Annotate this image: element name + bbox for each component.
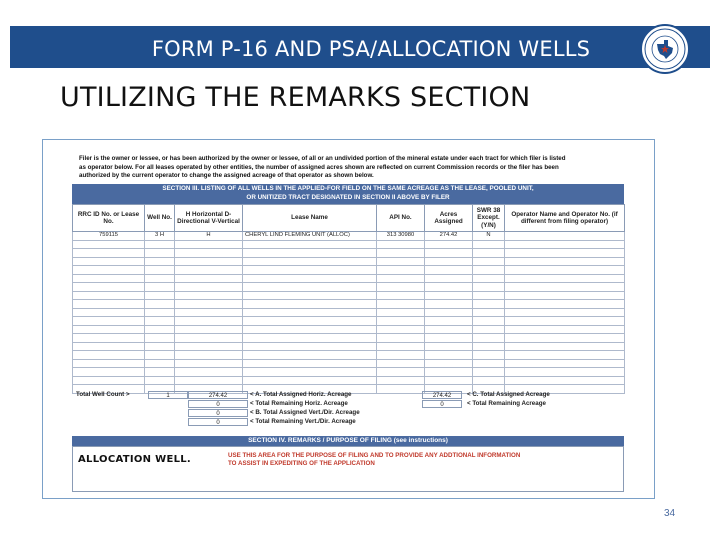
cell-swr38[interactable]: N [473, 232, 505, 241]
column-header-lease-name: Lease Name [243, 205, 377, 232]
cell-rrc-id[interactable] [73, 342, 145, 351]
cell-lease-name[interactable] [243, 257, 377, 266]
vd-assigned-field[interactable]: 0 [188, 409, 248, 417]
cell-swr38[interactable] [473, 240, 505, 249]
slide-subtitle: UTILIZING THE REMARKS SECTION [60, 82, 531, 113]
table-row [73, 257, 625, 266]
cell-swr38[interactable] [473, 359, 505, 368]
column-header-acres: Acres Assigned [425, 205, 473, 232]
cell-lease-name[interactable] [243, 351, 377, 360]
cell-acres[interactable] [425, 257, 473, 266]
cell-lease-name[interactable] [243, 325, 377, 334]
cell-api-no[interactable] [377, 300, 425, 309]
table-row [73, 351, 625, 360]
cell-type[interactable] [175, 308, 243, 317]
total-well-count-label: Total Well Count > [76, 391, 130, 398]
cell-lease-name[interactable] [243, 368, 377, 377]
cell-well-no[interactable] [145, 300, 175, 309]
totals-block [72, 391, 624, 433]
cell-operator[interactable] [505, 240, 625, 249]
cell-operator[interactable] [505, 325, 625, 334]
c-total-assigned-label: < C. Total Assigned Acreage [467, 391, 550, 398]
cell-api-no[interactable] [377, 274, 425, 283]
cell-type[interactable]: H [175, 232, 243, 241]
section-3-title-line1: SECTION III. LISTING OF ALL WELLS IN THE APPLIED-FOR FIELD ON THE SAME ACREAGE AS THE LEASE, POOLED UNIT, [162, 185, 534, 192]
table-row [73, 342, 625, 351]
cell-well-no[interactable] [145, 334, 175, 343]
cell-well-no[interactable] [145, 274, 175, 283]
cell-lease-name[interactable] [243, 317, 377, 326]
notice-line: as operator below. For all leases operated by other entities, the number of assigned acres shown are reflected on current Commission records or the filer has been [79, 163, 559, 171]
cell-rrc-id[interactable] [73, 257, 145, 266]
cell-operator[interactable] [505, 232, 625, 241]
cell-rrc-id[interactable] [73, 300, 145, 309]
cell-type[interactable] [175, 300, 243, 309]
cell-well-no[interactable] [145, 283, 175, 292]
section-3-header [72, 184, 624, 204]
cell-acres[interactable] [425, 308, 473, 317]
cell-operator[interactable] [505, 300, 625, 309]
table-row [73, 359, 625, 368]
cell-operator[interactable] [505, 283, 625, 292]
notice-line: authorized by the current operator to change the assigned acreage of that operator as shown below. [79, 172, 374, 180]
cell-lease-name[interactable] [243, 334, 377, 343]
cell-type[interactable] [175, 368, 243, 377]
cell-type[interactable] [175, 240, 243, 249]
cell-type[interactable] [175, 351, 243, 360]
cell-api-no[interactable] [377, 368, 425, 377]
cell-operator[interactable] [505, 334, 625, 343]
cell-operator[interactable] [505, 368, 625, 377]
cell-rrc-id[interactable] [73, 266, 145, 275]
cell-api-no[interactable] [377, 308, 425, 317]
cell-acres[interactable] [425, 274, 473, 283]
total-well-count-field[interactable]: 1 [148, 391, 188, 399]
cell-lease-name[interactable] [243, 291, 377, 300]
total-remaining-field[interactable]: 0 [422, 400, 462, 408]
cell-swr38[interactable] [473, 249, 505, 258]
cell-rrc-id[interactable] [73, 240, 145, 249]
cell-operator[interactable] [505, 342, 625, 351]
cell-api-no[interactable] [377, 266, 425, 275]
cell-swr38[interactable] [473, 300, 505, 309]
remarks-field[interactable] [72, 446, 624, 492]
cell-lease-name[interactable] [243, 240, 377, 249]
cell-well-no[interactable] [145, 317, 175, 326]
table-row [73, 300, 625, 309]
column-header-well-no: Well No. [145, 205, 175, 232]
horiz-remaining-field[interactable]: 0 [188, 400, 248, 408]
cell-well-no[interactable] [145, 257, 175, 266]
cell-swr38[interactable] [473, 274, 505, 283]
b-total-assigned-vd-label: < B. Total Assigned Vert./Dir. Acreage [250, 409, 360, 416]
cell-rrc-id[interactable] [73, 376, 145, 385]
cell-type[interactable] [175, 325, 243, 334]
cell-operator[interactable] [505, 257, 625, 266]
cell-swr38[interactable] [473, 334, 505, 343]
cell-type[interactable] [175, 317, 243, 326]
cell-swr38[interactable] [473, 266, 505, 275]
cell-api-no[interactable]: 313 30980 [377, 232, 425, 241]
cell-api-no[interactable] [377, 359, 425, 368]
cell-api-no[interactable] [377, 291, 425, 300]
cell-type[interactable] [175, 266, 243, 275]
total-remaining-horiz-label: < Total Remaining Horiz. Acreage [250, 400, 348, 407]
cell-acres[interactable]: 274.42 [425, 232, 473, 241]
cell-acres[interactable] [425, 240, 473, 249]
cell-lease-name[interactable] [243, 308, 377, 317]
cell-swr38[interactable] [473, 291, 505, 300]
cell-well-no[interactable] [145, 249, 175, 258]
cell-well-no[interactable] [145, 359, 175, 368]
cell-rrc-id[interactable] [73, 334, 145, 343]
slide-title: FORM P-16 AND PSA/ALLOCATION WELLS [151, 37, 591, 61]
cell-type[interactable] [175, 376, 243, 385]
table-row [73, 334, 625, 343]
cell-lease-name[interactable] [243, 359, 377, 368]
cell-swr38[interactable] [473, 283, 505, 292]
table-row [73, 232, 625, 241]
page-number: 34 [664, 508, 676, 519]
cell-api-no[interactable] [377, 317, 425, 326]
cell-operator[interactable] [505, 317, 625, 326]
cell-lease-name[interactable] [243, 274, 377, 283]
table-header-row [73, 205, 625, 232]
cell-rrc-id[interactable] [73, 317, 145, 326]
table-row [73, 266, 625, 275]
cell-api-no[interactable] [377, 325, 425, 334]
cell-api-no[interactable] [377, 257, 425, 266]
filer-notice [79, 155, 627, 181]
cell-api-no[interactable] [377, 283, 425, 292]
cell-rrc-id[interactable]: 759115 [73, 232, 145, 241]
cell-operator[interactable] [505, 266, 625, 275]
cell-type[interactable] [175, 283, 243, 292]
cell-lease-name[interactable] [243, 283, 377, 292]
cell-type[interactable] [175, 291, 243, 300]
table-row [73, 317, 625, 326]
cell-swr38[interactable] [473, 351, 505, 360]
table-row [73, 291, 625, 300]
cell-operator[interactable] [505, 249, 625, 258]
column-header-swr38: SWR 38 Except. (Y/N) [473, 205, 505, 232]
remarks-instruction [228, 452, 520, 468]
cell-well-no[interactable] [145, 325, 175, 334]
cell-rrc-id[interactable] [73, 368, 145, 377]
cell-type[interactable] [175, 334, 243, 343]
cell-rrc-id[interactable] [73, 249, 145, 258]
cell-well-no[interactable] [145, 368, 175, 377]
table-row [73, 274, 625, 283]
cell-acres[interactable] [425, 342, 473, 351]
cell-well-no[interactable] [145, 351, 175, 360]
cell-well-no[interactable] [145, 376, 175, 385]
cell-acres[interactable] [425, 300, 473, 309]
cell-rrc-id[interactable] [73, 351, 145, 360]
table-row [73, 240, 625, 249]
total-remaining-label: < Total Remaining Acreage [467, 400, 546, 407]
cell-well-no[interactable] [145, 308, 175, 317]
remarks-instruction-line1: USE THIS AREA FOR THE PURPOSE OF FILING AND TO PROVIDE ANY ADDTIONAL INFORMATION [228, 452, 521, 459]
cell-swr38[interactable] [473, 368, 505, 377]
section-3-title-line2: OR UNITIZED TRACT DESIGNATED IN SECTION II ABOVE BY FILER [246, 194, 450, 201]
cell-operator[interactable] [505, 274, 625, 283]
table-row [73, 325, 625, 334]
horiz-assigned-field[interactable]: 274.42 [188, 391, 248, 399]
table-row [73, 249, 625, 258]
cell-well-no[interactable] [145, 291, 175, 300]
cell-operator[interactable] [505, 359, 625, 368]
cell-swr38[interactable] [473, 342, 505, 351]
vd-remaining-field[interactable]: 0 [188, 418, 248, 426]
column-header-rrc-id: RRC ID No. or Lease No. [73, 205, 145, 232]
a-total-assigned-horiz-label: < A. Total Assigned Horiz. Acreage [250, 391, 352, 398]
cell-acres[interactable] [425, 359, 473, 368]
cell-lease-name[interactable] [243, 266, 377, 275]
cell-acres[interactable] [425, 291, 473, 300]
cell-swr38[interactable] [473, 317, 505, 326]
cell-type[interactable] [175, 274, 243, 283]
cell-acres[interactable] [425, 283, 473, 292]
cell-acres[interactable] [425, 368, 473, 377]
cell-operator[interactable] [505, 351, 625, 360]
remarks-text: ALLOCATION WELL. [78, 454, 192, 465]
cell-swr38[interactable] [473, 257, 505, 266]
column-header-api-no: API No. [377, 205, 425, 232]
cell-lease-name[interactable] [243, 376, 377, 385]
cell-acres[interactable] [425, 249, 473, 258]
cell-api-no[interactable] [377, 334, 425, 343]
cell-acres[interactable] [425, 376, 473, 385]
cell-rrc-id[interactable] [73, 291, 145, 300]
cell-rrc-id[interactable] [73, 274, 145, 283]
cell-lease-name[interactable] [243, 342, 377, 351]
cell-rrc-id[interactable] [73, 283, 145, 292]
cell-well-no[interactable]: 3 H [145, 232, 175, 241]
cell-lease-name[interactable] [243, 300, 377, 309]
cell-swr38[interactable] [473, 308, 505, 317]
cell-acres[interactable] [425, 266, 473, 275]
c-total-assigned-field[interactable]: 274.42 [422, 391, 462, 399]
cell-rrc-id[interactable] [73, 359, 145, 368]
cell-swr38[interactable] [473, 376, 505, 385]
cell-lease-name[interactable]: CHERYL LIND FLEMING UNIT (ALLOC) [243, 232, 377, 241]
cell-lease-name[interactable] [243, 249, 377, 258]
cell-type[interactable] [175, 257, 243, 266]
cell-operator[interactable] [505, 308, 625, 317]
cell-rrc-id[interactable] [73, 308, 145, 317]
cell-api-no[interactable] [377, 342, 425, 351]
cell-type[interactable] [175, 359, 243, 368]
cell-well-no[interactable] [145, 266, 175, 275]
table-row [73, 308, 625, 317]
cell-api-no[interactable] [377, 351, 425, 360]
cell-api-no[interactable] [377, 376, 425, 385]
cell-api-no[interactable] [377, 249, 425, 258]
remarks-instruction-line2: TO ASSIST IN EXPEDITING OF THE APPLICATION [228, 460, 375, 467]
title-banner [10, 26, 710, 68]
texas-seal-icon [640, 24, 690, 74]
wells-table [72, 204, 625, 394]
cell-operator[interactable] [505, 291, 625, 300]
table-row [73, 376, 625, 385]
cell-type[interactable] [175, 342, 243, 351]
cell-acres[interactable] [425, 334, 473, 343]
section-4-header: SECTION IV. REMARKS / PURPOSE OF FILING (see instructions) [72, 436, 624, 446]
column-header-type: H Horizontal D-Directional V-Vertical [175, 205, 243, 232]
cell-operator[interactable] [505, 376, 625, 385]
cell-well-no[interactable] [145, 342, 175, 351]
total-remaining-vd-label: < Total Remaining Vert./Dir. Acreage [250, 418, 356, 425]
table-row [73, 368, 625, 377]
cell-api-no[interactable] [377, 240, 425, 249]
column-header-operator: Operator Name and Operator No. (if different from filing operator) [505, 205, 625, 232]
table-row [73, 283, 625, 292]
cell-acres[interactable] [425, 317, 473, 326]
cell-rrc-id[interactable] [73, 325, 145, 334]
cell-well-no[interactable] [145, 240, 175, 249]
cell-type[interactable] [175, 249, 243, 258]
cell-swr38[interactable] [473, 325, 505, 334]
cell-acres[interactable] [425, 351, 473, 360]
cell-acres[interactable] [425, 325, 473, 334]
notice-line: Filer is the owner or lessee, or has been authorized by the owner or lessee, of all or an undivided portion of the mineral estate under each tract for which filer is listed [79, 155, 566, 162]
form-p16-screenshot [42, 139, 655, 499]
